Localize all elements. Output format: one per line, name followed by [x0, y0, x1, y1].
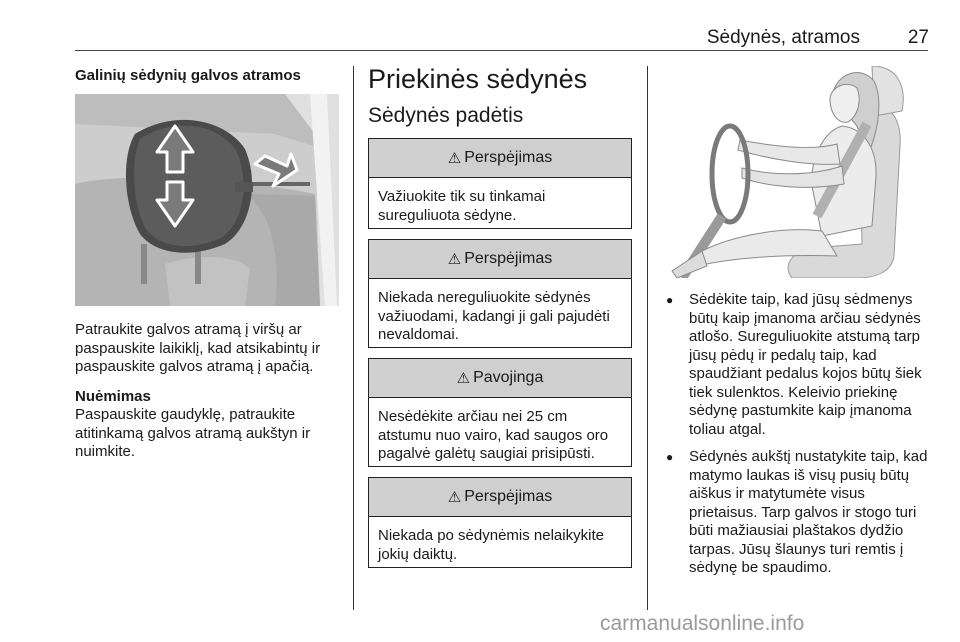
- page-number: 27: [907, 27, 929, 48]
- rear-headrest-illustration: [75, 94, 339, 306]
- subheading-seat-position: Sėdynės padėtis: [368, 104, 524, 127]
- warning-triangle-icon: ⚠: [456, 370, 471, 387]
- warning-triangle-icon: ⚠: [447, 251, 462, 268]
- running-header-title: Sėdynės, atramos: [706, 27, 860, 48]
- warning-text: Važiuokite tik su tinkamai sureguliuota sėdyne.: [378, 188, 546, 224]
- warning-text: Niekada nereguliuokite sėdynės važiuodami, kadangi ji gali pajudėti nevaldomai.: [378, 289, 610, 343]
- section-title-rear-headrests: Galinių sėdynių galvos atramos: [75, 67, 301, 84]
- watermark-text: carmanualsonline.info: [600, 612, 805, 635]
- seat-position-instructions: [662, 291, 932, 587]
- warning-title: Perspėjimas: [464, 488, 553, 505]
- warning-triangle-icon: ⚠: [447, 150, 462, 167]
- warning-title: Perspėjimas: [464, 149, 553, 166]
- column-divider-left: [353, 66, 354, 610]
- warning-box-2: [368, 239, 632, 348]
- warning-title: Pavojinga: [473, 369, 544, 386]
- column-divider-right: [647, 66, 648, 610]
- warning-title: Perspėjimas: [464, 250, 553, 267]
- warning-text: Nesėdėkite arčiau nei 25 cm atstumu nuo vairo, kad saugos oro pagalvė galėtų saugiai prisipūsti.: [378, 408, 609, 462]
- headrest-adjust-text: Patraukite galvos atramą į viršų ar paspauskite laikiklį, kad atsikabintų ir paspauskite galvos atramą į apačią.: [75, 321, 321, 375]
- removal-title: Nuėmimas: [75, 388, 151, 405]
- driver-seat-position-illustration: [662, 66, 926, 278]
- warning-box-1: [368, 138, 632, 229]
- warning-text: Niekada po sėdynėmis nelaikykite jokių daiktų.: [378, 527, 604, 563]
- list-item: ● Sėdynės aukštį nustatykite taip, kad matymo laukas iš visų pusių būtų aiškus ir matytumėte visus prietaisus. Tarp galvos ir stogo turi būti mažiausiai plaštakos dydžio tarpas. Jūsų šlaunys turi remtis į sėdynę be spaudimo.: [662, 448, 932, 578]
- warning-box-4: [368, 477, 632, 568]
- removal-text: Paspauskite gaudyklę, patraukite atitinkamą galvos atramą aukštyn ir nuimkite.: [75, 406, 311, 460]
- danger-box: [368, 358, 632, 467]
- warning-triangle-icon: ⚠: [447, 489, 462, 506]
- list-item: ● Sėdėkite taip, kad jūsų sėdmenys būtų kaip įmanoma arčiau sėdynės atlošo. Sureguliuokite atstumą tarp jūsų pėdų ir pedalų taip, kad spaudžiant pedalus kojos būtų šiek tiek sulenktos. Keleivio priekinę sėdynę pastumkite kaip įmanoma toliau atgal.: [662, 291, 932, 439]
- heading-front-seats: Priekinės sėdynės: [368, 64, 588, 94]
- header-rule: [75, 50, 928, 51]
